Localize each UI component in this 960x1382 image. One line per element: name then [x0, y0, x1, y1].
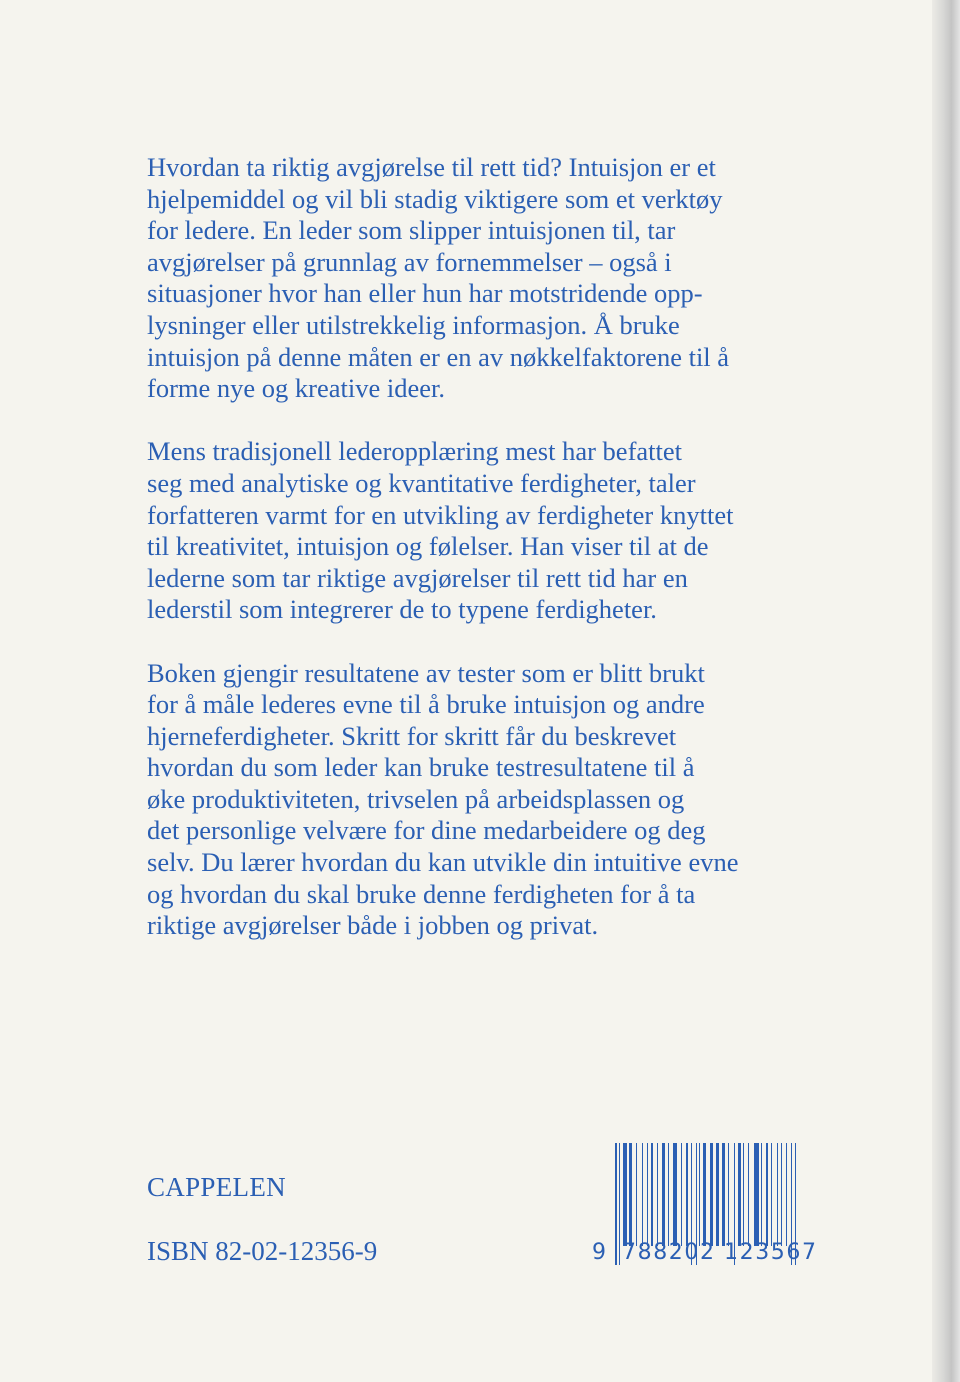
- text-line: Boken gjengir resultatene av tester som er blitt brukt: [147, 657, 705, 688]
- text-line: lederstil som integrerer de to typene ferdigheter.: [147, 594, 657, 625]
- barcode-bar: [657, 1143, 658, 1246]
- paragraph: [147, 658, 738, 942]
- barcode-bar: [710, 1143, 713, 1246]
- barcode-bar: [786, 1143, 787, 1246]
- barcode-bar: [728, 1143, 729, 1246]
- barcode-bar: [673, 1143, 677, 1246]
- barcode-bar: [642, 1143, 643, 1246]
- barcode-bar: [647, 1143, 648, 1246]
- text-line: forme nye og kreative ideer.: [147, 373, 445, 404]
- barcode-bar: [623, 1143, 627, 1246]
- barcode-right-digits: 123567: [724, 1240, 818, 1265]
- text-line: Hvordan ta riktig avgjørelse til rett tid? Intuisjon er et: [147, 152, 716, 182]
- barcode-bar: [662, 1143, 665, 1246]
- barcode-bar: [722, 1143, 725, 1246]
- barcode-bar: [629, 1143, 632, 1246]
- barcode-bar: [777, 1143, 778, 1246]
- text-line: til kreativitet, intuisjon og følelser. Han viser til at de: [147, 531, 709, 562]
- barcode-bar: [754, 1143, 759, 1246]
- text-line: og hvordan du skal bruke denne ferdigheten for å ta: [147, 878, 696, 909]
- text-line: hvordan du som leder kan bruke testresultatene til å: [147, 752, 695, 783]
- text-line: seg med analytiske og kvantitative ferdigheter, taler: [147, 467, 696, 498]
- text-line: selv. Du lærer hvordan du kan utvikle din intuitive evne: [147, 847, 739, 878]
- paragraph: [147, 152, 738, 405]
- text-line: Mens tradisjonell lederopplæring mest har befattet: [147, 436, 683, 467]
- barcode-bar: [716, 1143, 719, 1246]
- text-line: situasjoner hvor han eller hun har motstridende opp-: [147, 278, 703, 309]
- barcode-bar: [619, 1143, 620, 1265]
- barcode-bar: [668, 1143, 669, 1246]
- publisher-name: CAPPELEN: [147, 1172, 286, 1202]
- barcode-left-digits: 788202: [622, 1240, 716, 1265]
- book-spine-edge: [932, 0, 960, 1382]
- paragraph: [147, 436, 738, 626]
- text-line: hjelpemiddel og vil bli stadig viktigere som et verktøy: [147, 183, 723, 214]
- text-line: intuisjon på denne måten er en av nøkkelfaktorene til å: [147, 341, 730, 372]
- text-line: riktige avgjørelser både i jobben og privat.: [147, 910, 599, 941]
- barcode-bar: [738, 1143, 741, 1246]
- barcode-lead-digit: 9: [592, 1240, 608, 1265]
- text-line: øke produktiviteten, trivselen på arbeidsplassen og: [147, 783, 685, 814]
- text-line: avgjørelser på grunnlag av fornemmelser – også i: [147, 246, 672, 277]
- barcode-bar: [771, 1143, 772, 1246]
- barcode-bar: [651, 1143, 653, 1246]
- barcode-bar: [615, 1143, 617, 1265]
- barcode-bar: [636, 1143, 637, 1246]
- text-line: for å måle lederes evne til å bruke intuisjon og andre: [147, 689, 705, 720]
- barcode-bar: [743, 1143, 744, 1246]
- text-line: hjerneferdigheter. Skritt for skritt får du beskrevet: [147, 720, 677, 751]
- text-line: for ledere. En leder som slipper intuisjonen til, tar: [147, 215, 676, 246]
- text-line: det personlige velvære for dine medarbeidere og deg: [147, 815, 706, 846]
- barcode-bar: [686, 1143, 688, 1246]
- barcode-bar: [766, 1143, 768, 1246]
- barcode-bar: [681, 1143, 682, 1246]
- barcode-bar: [748, 1143, 749, 1246]
- barcode-bar: [781, 1143, 782, 1246]
- text-line: lysninger eller utilstrekkelig informasjon. Å bruke: [147, 309, 680, 340]
- back-cover-text: [147, 152, 738, 973]
- text-line: lederne som tar riktige avgjørelser til rett tid har en: [147, 562, 688, 593]
- barcode-bar: [699, 1143, 700, 1246]
- barcode-bar: [761, 1143, 762, 1246]
- barcode-bar: [703, 1143, 706, 1246]
- isbn-number: ISBN 82-02-12356-9: [147, 1236, 378, 1266]
- text-line: forfatteren varmt for en utvikling av ferdigheter knyttet: [147, 499, 734, 530]
